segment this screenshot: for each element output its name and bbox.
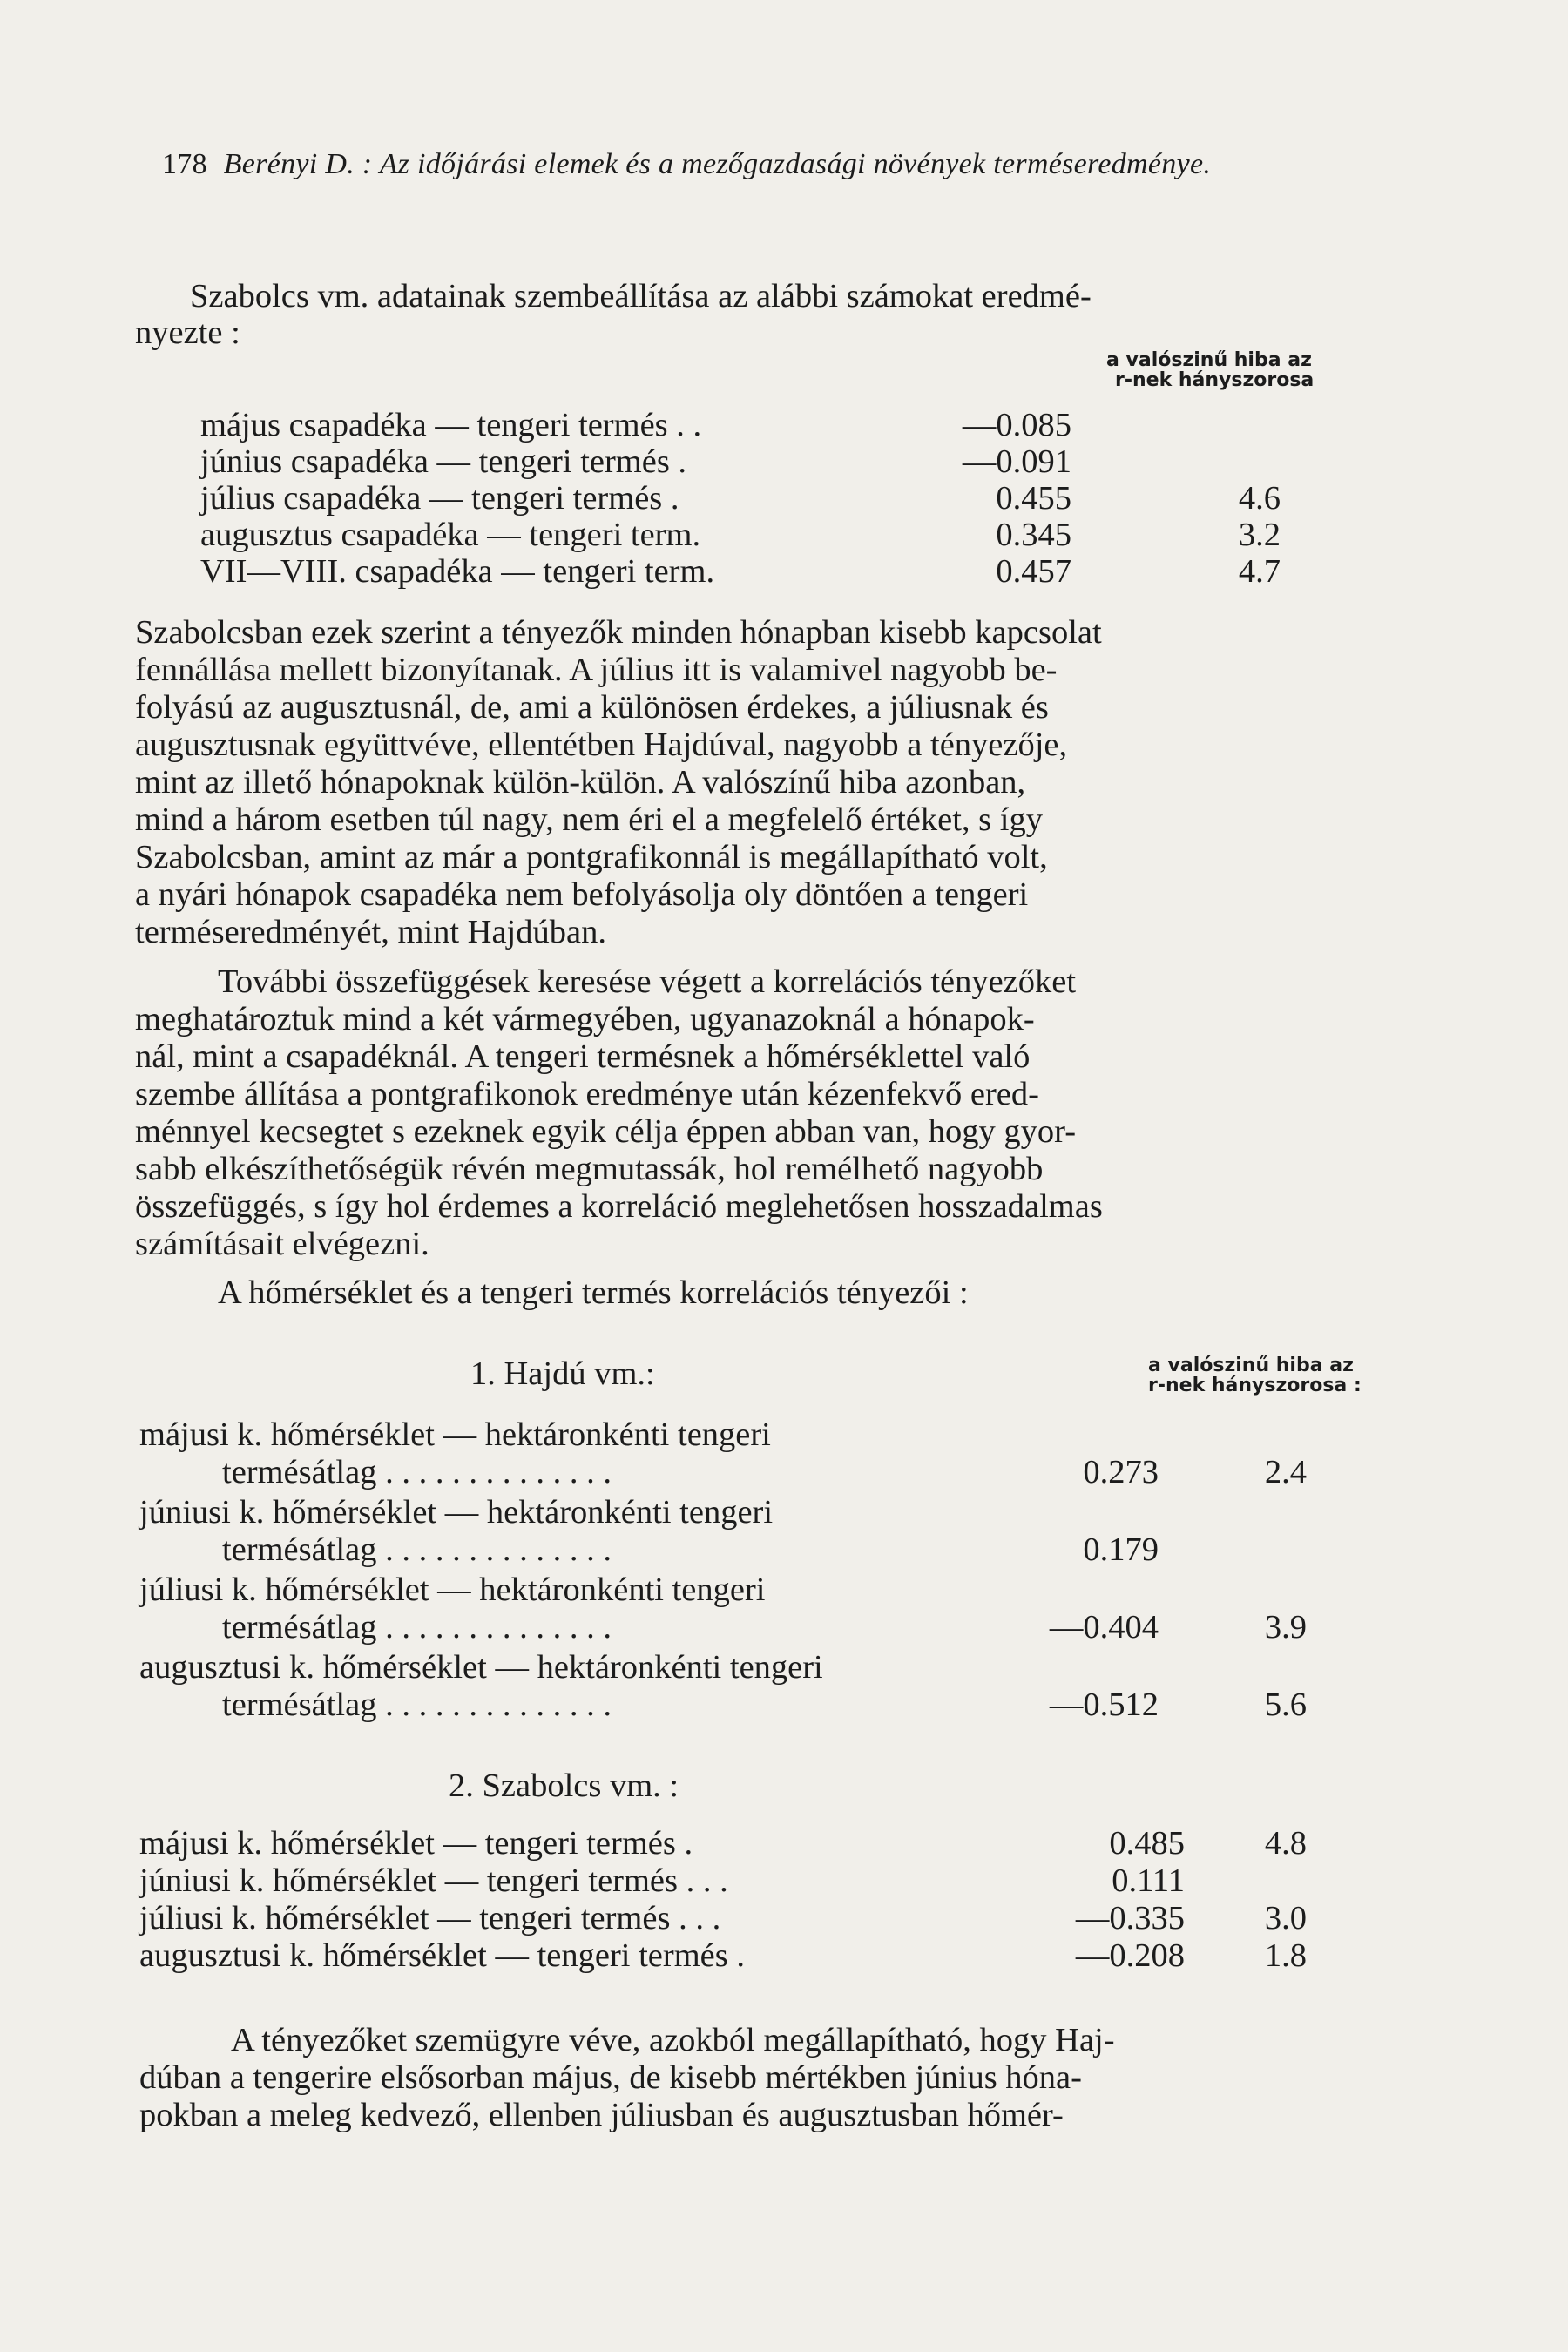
paragraph-line: meghatároztuk mind a két vármegyében, ugyanazoknál a hónapok- — [135, 1001, 1035, 1037]
table1-row-label: május csapadéka — tengeri termés . . — [200, 407, 702, 443]
section1-row-err: 2.4 — [1264, 1454, 1307, 1490]
paragraph-line: pokban a meleg kedvező, ellenben júliusban és augusztusban hőmér- — [139, 2097, 1064, 2133]
section1-note-line-2: r-nek hányszorosa : — [1148, 1375, 1362, 1396]
table1-note-line-2: r-nek hányszorosa — [1115, 369, 1315, 391]
section1-row-label: júliusi k. hőmérséklet — hektáronkénti tengeri — [139, 1571, 766, 1608]
section2-row-label: júliusi k. hőmérséklet — tengeri termés . . . — [139, 1900, 721, 1936]
section1-row-label: májusi k. hőmérséklet — hektáronkénti tengeri — [139, 1416, 771, 1453]
table1-row-r: 0.455 — [996, 480, 1071, 517]
section2-row-label: júniusi k. hőmérséklet — tengeri termés . . . — [139, 1862, 728, 1899]
section1-row-label2: termésátlag . . . . . . . . . . . . . . — [222, 1686, 612, 1723]
paragraph-line: sabb elkészíthetőségük révén megmutassák, hol remélhető nagyobb — [135, 1151, 1044, 1187]
paragraph-line: szembe állítása a pontgrafikonok eredménye után kézenfekvő ered- — [135, 1076, 1039, 1112]
intro-line-2: nyezte : — [135, 314, 240, 351]
section2-row-err: 4.8 — [1264, 1825, 1307, 1862]
section2-row-err: 1.8 — [1264, 1937, 1307, 1974]
table1-row-label: június csapadéka — tengeri termés . — [200, 443, 687, 480]
paragraph-line: augusztusnak együttvéve, ellentétben Hajdúval, nagyobb a tényezője, — [135, 727, 1068, 763]
paragraph-line: számításait elvégezni. — [135, 1226, 429, 1262]
section1-row-label: augusztusi k. hőmérséklet — hektáronkénti tengeri — [139, 1649, 823, 1686]
paragraph-line: mind a három esetben túl nagy, nem éri el a megfelelő értéket, s így — [135, 801, 1043, 838]
table1-row-err: 4.6 — [1238, 480, 1281, 517]
section1-row-label2: termésátlag . . . . . . . . . . . . . . — [222, 1454, 612, 1490]
section2-row-r: 0.111 — [1112, 1862, 1185, 1899]
table1-row-err: 4.7 — [1238, 553, 1281, 590]
section1-row-r: 0.179 — [1083, 1531, 1159, 1568]
section1-row-err: 5.6 — [1264, 1686, 1307, 1723]
table1-row-r: 0.345 — [996, 517, 1071, 553]
section1-title: 1. Hajdú vm.: — [470, 1355, 655, 1392]
table1-row-label: VII—VIII. csapadéka — tengeri term. — [200, 553, 715, 590]
section1-row-r: —0.512 — [1049, 1686, 1159, 1723]
section2-row-label: májusi k. hőmérséklet — tengeri termés . — [139, 1825, 693, 1862]
section1-note-line-1: a valószinű hiba az — [1148, 1355, 1354, 1376]
intro-line-1: Szabolcs vm. adatainak szembeállítása az alábbi számokat eredmé- — [190, 278, 1092, 314]
paragraph-line: terméseredményét, mint Hajdúban. — [135, 914, 606, 950]
paragraph-line: folyású az augusztusnál, de, ami a különösen érdekes, a júliusnak és — [135, 689, 1049, 726]
section2-row-r: —0.335 — [1075, 1900, 1185, 1936]
table1-row-r: —0.091 — [962, 443, 1071, 480]
page-number: 178 — [162, 148, 207, 180]
paragraph-line: nál, mint a csapadéknál. A tengeri termésnek a hőmérséklettel való — [135, 1038, 1031, 1075]
paragraph-line: fennállása mellett bizonyítanak. A július itt is valamivel nagyobb be- — [135, 652, 1058, 688]
paragraph-line: További összefüggések keresése végett a korrelációs tényezőket — [218, 963, 1077, 1000]
table1-row-r: —0.085 — [962, 407, 1071, 443]
table1-note-line-1: a valószinű hiba az — [1106, 349, 1312, 371]
paragraph-line: dúban a tengerire elsősorban május, de kisebb mértékben június hóna- — [139, 2059, 1082, 2096]
paragraph-line: Szabolcsban ezek szerint a tényezők minden hónapban kisebb kapcsolat — [135, 614, 1102, 651]
paragraph-line: összefüggés, s így hol érdemes a korreláció meglehetősen hosszadalmas — [135, 1188, 1103, 1225]
paragraph-3: A hőmérséklet és a tengeri termés korrelációs tényezői : — [218, 1274, 969, 1311]
section2-row-r: —0.208 — [1075, 1937, 1185, 1974]
section2-row-err: 3.0 — [1264, 1900, 1307, 1936]
paragraph-line: A tényezőket szemügyre véve, azokból megállapítható, hogy Haj- — [231, 2022, 1115, 2058]
section1-row-label2: termésátlag . . . . . . . . . . . . . . — [222, 1609, 612, 1646]
paragraph-line: ménnyel kecsegtet s ezeknek egyik célja éppen abban van, hogy gyor- — [135, 1113, 1077, 1150]
table1-row-label: július csapadéka — tengeri termés . — [200, 480, 679, 517]
paragraph-line: mint az illető hónapoknak külön-külön. A valószínű hiba azonban, — [135, 764, 1026, 801]
table1-row-label: augusztus csapadéka — tengeri term. — [200, 517, 701, 553]
running-header — [162, 148, 1211, 181]
table1-row-err: 3.2 — [1238, 517, 1281, 553]
section1-row-r: —0.404 — [1049, 1609, 1159, 1646]
paragraph-line: a nyári hónapok csapadéka nem befolyásolja oly döntően a tengeri — [135, 876, 1029, 913]
section1-row-label: júniusi k. hőmérséklet — hektáronkénti tengeri — [139, 1494, 774, 1531]
section2-row-label: augusztusi k. hőmérséklet — tengeri termés . — [139, 1937, 745, 1974]
section1-row-label2: termésátlag . . . . . . . . . . . . . . — [222, 1531, 612, 1568]
running-title: Berényi D. : Az időjárási elemek és a mezőgazdasági növények terméseredménye. — [223, 148, 1212, 180]
table1-row-r: 0.457 — [996, 553, 1071, 590]
section2-title: 2. Szabolcs vm. : — [449, 1767, 679, 1804]
paragraph-line: Szabolcsban, amint az már a pontgrafikonnál is megállapítható volt, — [135, 839, 1048, 875]
section1-row-err: 3.9 — [1264, 1609, 1307, 1646]
section2-row-r: 0.485 — [1109, 1825, 1185, 1862]
section1-row-r: 0.273 — [1083, 1454, 1159, 1490]
